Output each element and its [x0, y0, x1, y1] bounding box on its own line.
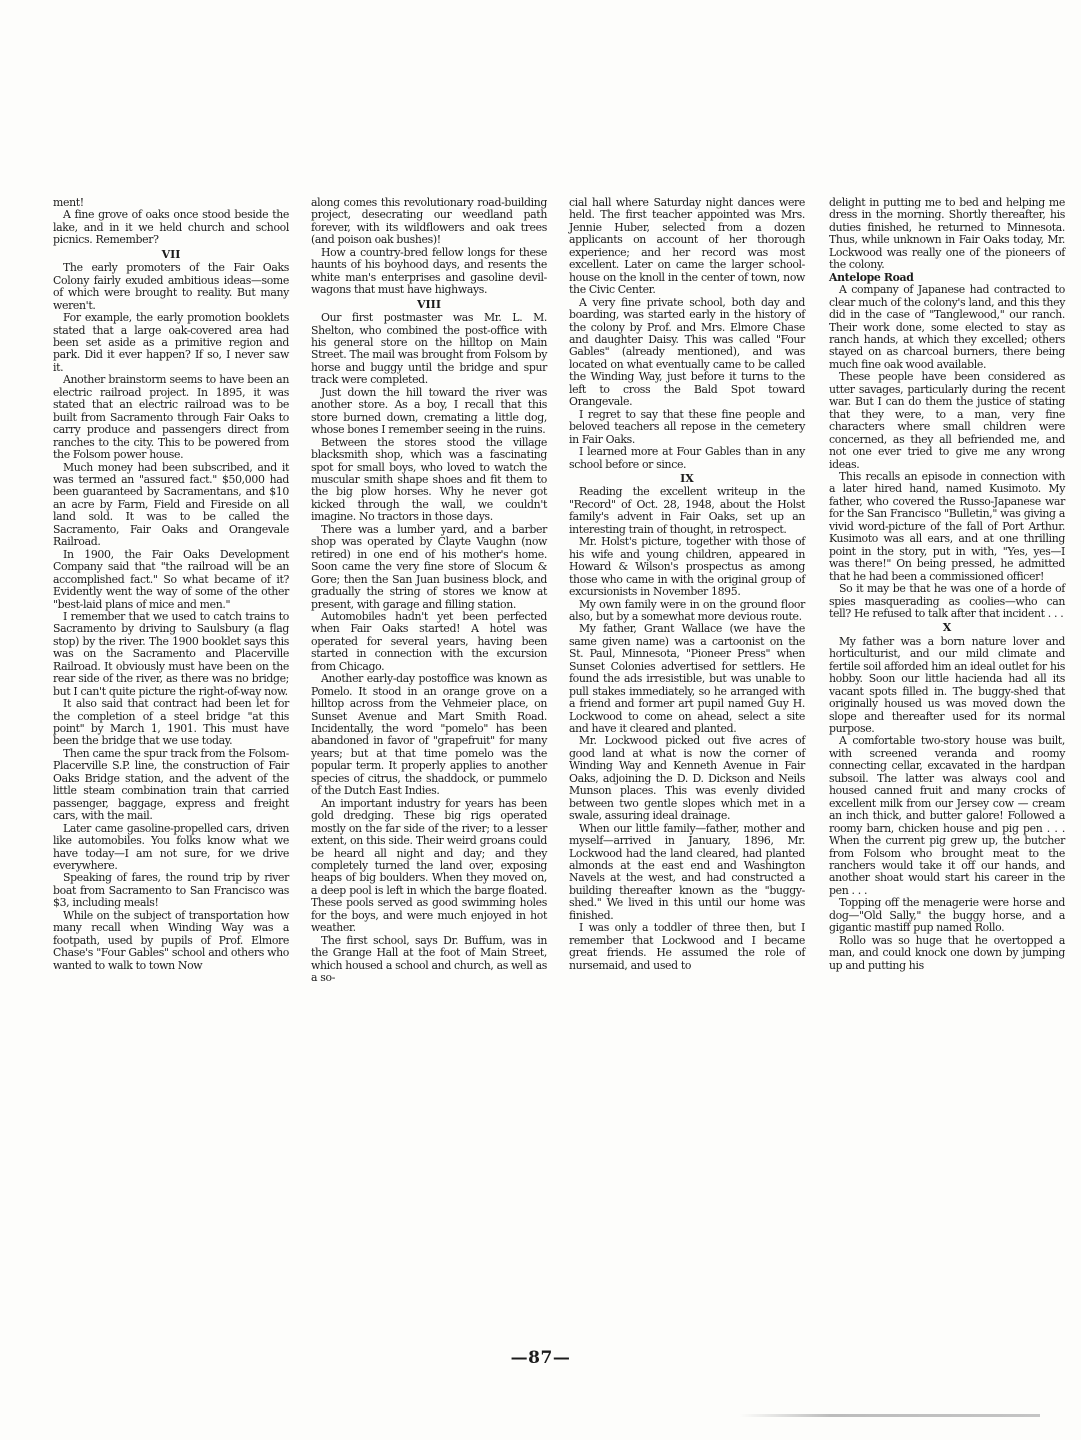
column-2 — [311, 197, 547, 985]
paragraph: While on the subject of transportation how many recall when Winding Way was a footpath, used by pupils of Prof. Elmore Chase's "Four Gables" school and others who wanted to walk to town Now — [53, 908, 289, 972]
paragraph: The first school, says Dr. Buffum, was in the Grange Hall at the foot of Main Street, which housed a school and church, as well as a so- — [311, 933, 547, 985]
paragraph: delight in putting me to bed and helping me dress in the morning. Shortly thereafter, his duties finished, he returned to Minnesota. Thus, while unknown in Fair Oaks today, Mr. Lockwood was really one of the pioneers of the colony. — [829, 196, 1065, 272]
paragraph: I was only a toddler of three then, but I remember that Lockwood and I became great friends. He assumed the role of nursemaid, and used to — [569, 921, 805, 972]
scan-artifact-line — [740, 1414, 1040, 1417]
paragraph: Our first postmaster was Mr. L. M. Shelton, who combined the post-office with his general store on the hilltop on Main Street. The mail was brought from Folsom by horse and buggy until the bridge and spur track were completed. — [311, 311, 547, 387]
paragraph: Automobiles hadn't yet been perfected when Fair Oaks started! A hotel was operated for several years, having been started in connection with the excursion from Chicago. — [311, 609, 547, 673]
paragraph: These people have been considered as utter savages, particularly during the recent war. But I can do them the justice of stating that they were, to a man, very fine characters where small children were concerned, as they all befriended me, and not one ever tried to give me any wrong ideas. — [829, 370, 1065, 471]
section-heading-viii: VIII — [417, 297, 441, 311]
paragraph: A fine grove of oaks once stood beside the lake, and in it we held church and school picnics. Remember? — [53, 208, 289, 247]
paragraph: When our little family—father, mother and myself—arrived in January, 1896, Mr. Lockwood had the land cleared, had planted almonds at the east end and Washington Navels at the west, and had constructed a building thereafter known as the "buggy-shed." We lived in this until our home was finished. — [569, 821, 805, 922]
paragraph: Rollo was so huge that he overtopped a man, and could knock one down by jumping up and putting his — [829, 933, 1065, 972]
paragraph: A comfortable two-story house was built, with screened veranda and roomy connecting cellar, excavated in the hardpan subsoil. The latter was always cool and housed canned fruit and many crocks of excellent milk from our Jersey cow — cream an inch thick, and butter galore! Followed a roomy barn, chicken house and pig pen . . . When the current pig grew up, the butcher from Folsom who brought meat to the ranchers would take it off our hands, and another shoat would start his career in the pen . . . — [829, 734, 1065, 897]
paragraph: So it may be that he was one of a horde of spies masquerading as coolies—who can tell? He refused to talk after that incident . . . — [829, 582, 1065, 620]
section-heading-ix: IX — [680, 471, 694, 485]
paragraph: Mr. Lockwood picked out five acres of good land at what is now the corner of Winding Way and Kenneth Avenue in Fair Oaks, adjoining the D. D. Dickson and Neils Munson places. This was evenly divided between two gentle slopes which met in a swale, assuring ideal drainage. — [569, 734, 805, 823]
paragraph: For example, the early promotion booklets stated that a large oak-covered area had been set aside as a primitive region and park. Did it ever happen? If so, I never saw it. — [53, 311, 289, 374]
paragraph: A company of Japanese had contracted to clear much of the colony's land, and this they did in the case of "Tanglewood," our ranch. Their work done, some elected to stay as ranch hands, at which they excelled; others stayed on as charcoal burners, there being much fine oak wood available. — [829, 283, 1065, 371]
paragraph: cial hall where Saturday night dances were held. The first teacher appointed was Mrs. Jennie Huber, selected from a dozen applicants on account of her thorough experience; and her record was most excellent. Later on came the larger school-house on the knoll in the center of town, now the Civic Center. — [569, 196, 805, 297]
paragraph: along comes this revolutionary road-building project, desecrating our weedland path forever, with its wildflowers and oak trees (and poison oak bushes)! — [311, 196, 547, 247]
column-3 — [569, 197, 805, 972]
paragraph: Another brainstorm seems to have been an electric railroad project. In 1895, it was stated that an electric railroad was to be built from Sacramento through Fair Oaks to carry produce and passengers direct from ranches to the city. This to be powered from the Folsom power house. — [53, 373, 289, 462]
column-4 — [829, 197, 1065, 972]
paragraph: A very fine private school, both day and boarding, was started early in the history of the colony by Prof. and Mrs. Elmore Chase and daughter Daisy. This was called "Four Gables" (already mentioned), and was located on what eventually came to be called the Winding Way, just before it turns to the left to cross the Bald Spot toward Orangevale. — [569, 295, 805, 409]
paragraph: My father was a born nature lover and horticulturist, and our mild climate and fertile soil afforded him an ideal outlet for his hobby. Soon our little hacienda had all its vacant spots filled in. The buggy-shed that originally housed us was moved down the slope and thereafter used for its normal purpose. — [829, 634, 1065, 736]
column-1 — [53, 197, 289, 972]
paragraph: Just down the hill toward the river was another store. As a boy, I recall that this store burned down, cremating a little dog, whose bones I remember seeing in the ruins. — [311, 385, 547, 437]
paragraph: I regret to say that these fine people and beloved teachers all repose in the cemetery in Fair Oaks. — [569, 407, 805, 446]
paragraph: It also said that contract had been let for the completion of a steel bridge "at this point" by March 1, 1901. This must have been the bridge that we use today. — [53, 697, 289, 748]
paragraph: The early promoters of the Fair Oaks Colony fairly exuded ambitious ideas—some of which were brought to reality. But many weren't. — [53, 261, 289, 312]
paragraph: Reading the excellent writeup in the "Record" of Oct. 28, 1948, about the Holst family's advent in Fair Oaks, set up an interesting train of thought, in retrospect. — [569, 485, 805, 536]
section-heading-x: X — [942, 621, 952, 635]
paragraph: My own family were in on the ground floor also, but by a somewhat more devious route. — [569, 597, 805, 623]
paragraph: Much money had been subscribed, and it was termed an "assured fact." $50,000 had been guaranteed by Sacramentans, and $10 an acre by Farm, Field and Fireside on all land sold. It was to be called the Sacramento, Fair Oaks and Orangevale Railroad. — [53, 460, 289, 549]
subheading-antelope-road: Antelope Road — [829, 270, 914, 284]
paragraph: How a country-bred fellow longs for these haunts of his boyhood days, and resents the white man's enterprises and gasoline devil-wagons that must have highways. — [311, 245, 547, 297]
paragraph: Between the stores stood the village blacksmith shop, which was a fascinating spot for small boys, who loved to watch the muscular smith shape shoes and fit them to the big plow horses. Why he never got kicked through the wall, we couldn't imagine. No tractors in those days. — [311, 435, 547, 524]
paragraph: I remember that we used to catch trains to Sacramento by driving to Saulsbury (a flag stop) by the river. The 1900 booklet says this was on the Sacramento and Placerville Railroad. It obviously must have been on the rear side of the river, as there was no bridge; but I can't quite picture the right-of-way now. — [53, 609, 289, 698]
paragraph: Another early-day postoffice was known as Pomelo. It stood in an orange grove on a hilltop across from the Vehmeier place, on Sunset Avenue and Mart Smith Road. Incidentally, the word "pomelo" has been abandoned in favor of "grapefruit" for many years; but at that time pomelo was the popular term. It properly applies to another species of citrus, the shaddock, or pummelo of the Dutch East Indies. — [311, 672, 547, 798]
paragraph: Then came the spur track from the Folsom-Placerville S.P. line, the construction of Fair Oaks Bridge station, and the advent of the little steam combination train that carried passenger, baggage, express and freight cars, with the mail. — [53, 746, 289, 823]
page-number: —87— — [510, 1348, 571, 1368]
paragraph: An important industry for years has been gold dredging. These big rigs operated mostly on the far side of the river; to a lesser extent, on this side. Their weird groans could be heard all night and day; and they completely turned the land over, exposing heaps of big boulders. When they moved on, a deep pool is left in which the barge floated. These pools served as good swimming holes for the boys, and were much enjoyed in hot weather. — [311, 796, 547, 935]
paragraph: ment! — [53, 196, 84, 209]
paragraph: This recalls an episode in connection with a later hired hand, named Kusimoto. My father, who covered the Russo-Japanese war for the San Francisco "Bulletin," was giving a vivid word-picture of the fall of Port Arthur. Kusimoto was all ears, and at one thrilling point in the story, put in with, "Yes, yes—I was there!" On being pressed, he admitted that he had been a commissioned officer! — [829, 469, 1065, 583]
section-heading-vii: VII — [161, 247, 181, 261]
paragraph: In 1900, the Fair Oaks Development Company said that "the railroad will be an accomplished fact." So what became of it? Evidently went the way of some of the other "best-laid plans of mice and men." — [53, 547, 289, 611]
paragraph: Later came gasoline-propelled cars, driven like automobiles. You folks know what we have today—I am not sure, for we drive everywhere. — [53, 821, 289, 873]
paragraph: I learned more at Four Gables than in any school before or since. — [569, 445, 805, 471]
paragraph: Topping off the menagerie were horse and dog—"Old Sally," the buggy horse, and a gigantic mastiff pup named Rollo. — [829, 896, 1065, 935]
paragraph: There was a lumber yard, and a barber shop was operated by Clayte Vaughn (now retired) in one end of his mother's home. Soon came the very fine store of Slocum & Gore; then the San Juan business block, and gradually the string of stores we know at present, with garage and filling station. — [311, 522, 547, 611]
paragraph: My father, Grant Wallace (we have the same given name) was a cartoonist on the St. Paul, Minnesota, "Pioneer Press" when Sunset Colonies advertised for settlers. He found the ads irresistible, but was unable to pull stakes immediately, so he arranged with a friend and former art pupil named Guy H. Lockwood to come on ahead, select a site and have it cleared and planted. — [569, 622, 805, 736]
paragraph: Mr. Holst's picture, together with those of his wife and young children, appeared in Howard & Wilson's prospectus as among those who came in with the original group of excursionists in November 1895. — [569, 535, 805, 599]
paragraph: Speaking of fares, the round trip by river boat from Sacramento to San Francisco was $3, including meals! — [53, 871, 289, 910]
